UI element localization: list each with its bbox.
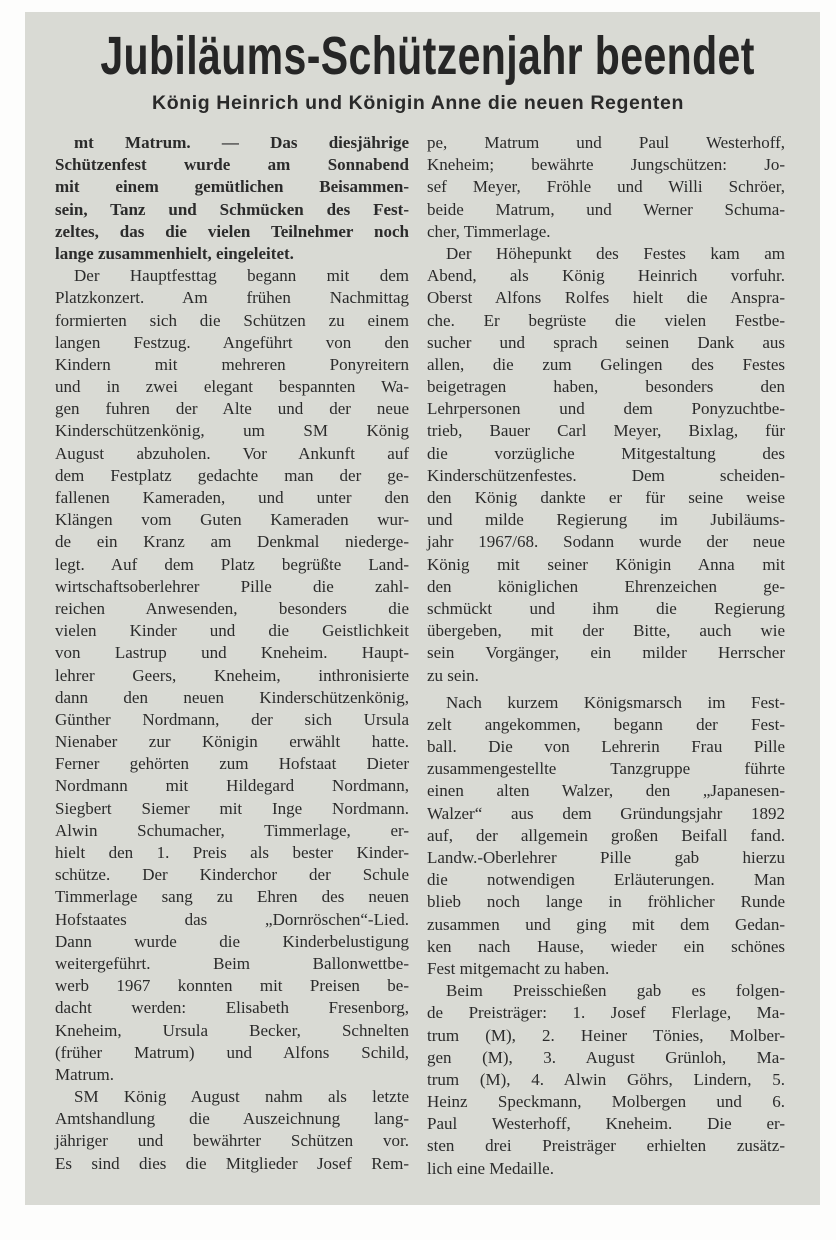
text-line: SM König August nahm als letzte [74, 1087, 409, 1107]
text-line: sein Vorgänger, ein milder Herrscher [427, 643, 785, 663]
text-line: Matrum. [55, 1064, 115, 1084]
text-line: einen alten Walzer, den „Japanesen- [427, 781, 785, 801]
text-line: Kneheim, Ursula Becker, Schnelten [55, 1020, 409, 1040]
text-line: beigetragen haben, besonders den [427, 377, 785, 397]
text-line: August abzuholen. Vor Ankunft auf [55, 443, 409, 463]
text-line: die vorzügliche Mitgestaltung des [427, 443, 785, 463]
text-line: Nienaber zur Königin erwählt hatte. [55, 732, 409, 752]
text-line: und in zwei elegant bespannten Wa- [55, 377, 409, 397]
text-line: gen (M), 3. August Grünloh, Ma- [427, 1047, 785, 1067]
text-line: Schützenfest wurde am Sonnabend [55, 155, 409, 175]
text-line: Abend, als König Heinrich vorfuhr. [427, 266, 785, 286]
text-line: blieb noch lange in fröhlicher Runde [427, 892, 785, 912]
text-line: Kindern mit mehreren Ponyreitern [55, 354, 409, 374]
text-line: Paul Westerhoff, Kneheim. Die er- [427, 1114, 785, 1134]
text-line: werb 1967 konnten mit Preisen be- [55, 976, 409, 996]
text-line: legt. Auf dem Platz begrüßte Land- [55, 554, 409, 574]
text-line: de Preisträger: 1. Josef Flerlage, Ma- [427, 1003, 785, 1023]
text-line: schmückt und ihm die Regierung [427, 598, 785, 618]
text-line: (früher Matrum) und Alfons Schild, [55, 1042, 409, 1062]
text-line: trieb, Bauer Carl Meyer, Bixlag, für [427, 421, 785, 441]
text-line: wirtschaftsoberlehrer Pille die zahl- [55, 576, 409, 596]
text-line: zeltes, das die vielen Teilnehmer noch [55, 221, 409, 241]
text-line: Fest mitgemacht zu haben. [427, 958, 610, 978]
text-line: Günther Nordmann, der sich Ursula [55, 709, 409, 729]
text-line: zu sein. [427, 665, 479, 685]
text-line: Der Hauptfesttag begann mit dem [74, 266, 409, 286]
text-line: Kneheim; bewährte Jungschützen: Jo- [427, 155, 785, 175]
text-line: Ferner gehörten zum Hofstaat Dieter [55, 754, 409, 774]
text-line: Timmerlage sang zu Ehren des neuen [55, 887, 409, 907]
text-line: dann den neuen Kinderschützenkönig, [55, 687, 409, 707]
text-line: und milde Regierung im Jubiläums- [427, 510, 785, 530]
text-line: zusammengestellte Tanzgruppe führte [427, 759, 785, 779]
text-line: zusammen und ging mit dem Gedan- [427, 914, 785, 934]
text-line: Oberst Alfons Rolfes hielt die Anspra- [427, 288, 785, 308]
text-line: ball. Die von Lehrerin Frau Pille [427, 737, 785, 757]
text-line: reichen Anwesenden, besonders die [55, 598, 409, 618]
text-line: Kinderschützenfestes. Dem scheiden- [427, 465, 785, 485]
text-line: Nordmann mit Hildegard Nordmann, [55, 776, 409, 796]
text-line: gen fuhren der Alte und der neue [55, 399, 409, 419]
text-line: übergeben, mit der Bitte, auch wie [427, 621, 785, 641]
text-line: Lehrpersonen und dem Ponyzuchtbe- [427, 399, 785, 419]
text-line: mit einem gemütlichen Beisammen- [55, 177, 409, 197]
text-line: den königlichen Ehrenzeichen ge- [427, 576, 785, 596]
text-line: langen Festzug. Angeführt von den [55, 332, 409, 352]
paragraph [427, 132, 785, 243]
text-line: ken nach Hause, wieder ein schönes [427, 936, 785, 956]
text-line: die notwendigen Erläuterungen. Man [427, 870, 785, 890]
headline: Jubiläums-Schützenjahr beendet [100, 26, 755, 86]
text-line: weitergeführt. Beim Ballonwettbe- [55, 953, 409, 973]
text-line: che. Er begrüste die vielen Festbe- [427, 310, 785, 330]
text-line: Hofstaates das „Dornröschen“-Lied. [55, 909, 409, 929]
text-line: sein, Tanz und Schmücken des Fest- [55, 199, 409, 219]
text-line: von Lastrup und Kneheim. Haupt- [55, 643, 409, 663]
text-line: de ein Kranz am Denkmal niederge- [55, 532, 409, 552]
lead-paragraph [55, 132, 409, 265]
text-line: fallenen Kameraden, und unter den [55, 488, 409, 507]
text-line: Der Höhepunkt des Festes kam am [446, 243, 785, 263]
text-line: Es sind dies die Mitglieder Josef Rem- [55, 1153, 409, 1173]
article-column-2 [427, 132, 785, 1180]
paragraph [55, 1086, 409, 1175]
text-line: zelt angekommen, begann der Fest- [427, 714, 785, 734]
text-line: den König dankte er für seine weise [427, 488, 785, 507]
text-line: sten drei Preisträger erhielten zusätz- [427, 1136, 785, 1156]
text-line: pe, Matrum und Paul Westerhoff, [427, 133, 785, 152]
text-line: Alwin Schumacher, Timmerlage, er- [55, 820, 409, 840]
text-line: König mit seiner Königin Anna mit [427, 554, 785, 574]
text-line: Klängen vom Guten Kameraden wur- [55, 510, 409, 530]
text-line: beide Matrum, und Werner Schuma- [427, 199, 785, 219]
subtitle: König Heinrich und Königin Anne die neuen Regenten [152, 92, 684, 114]
paragraph [427, 980, 785, 1180]
paragraph [427, 692, 785, 980]
paragraph [55, 265, 409, 1086]
text-line: Walzer“ aus dem Gründungsjahr 1892 [427, 803, 785, 823]
text-line: Siegbert Siemer mit Inge Nordmann. [55, 798, 409, 818]
text-line: lich eine Medaille. [427, 1158, 554, 1178]
text-line: Landw.-Oberlehrer Pille gab hierzu [427, 848, 785, 867]
text-line: jahr 1967/68. Sodann wurde der neue [427, 532, 785, 552]
paragraph [427, 243, 785, 687]
text-line: trum (M), 4. Alwin Göhrs, Lindern, 5. [427, 1069, 785, 1089]
text-line: cher, Timmerlage. [427, 221, 551, 241]
text-line: Dann wurde die Kinderbelustigung [55, 931, 409, 951]
article-column-1 [55, 132, 409, 1175]
text-line: Nach kurzem Königsmarsch im Fest- [446, 692, 785, 712]
text-line: sucher und sprach seinen Dank aus [427, 332, 785, 352]
text-line: formierten sich die Schützen zu einem [55, 310, 409, 330]
text-line: dacht werden: Elisabeth Fresenborg, [55, 998, 409, 1018]
text-line: lehrer Geers, Kneheim, inthronisierte [55, 665, 409, 685]
text-line: Kinderschützenkönig, um SM König [55, 421, 409, 441]
text-line: jähriger und bewährter Schützen vor. [55, 1131, 409, 1151]
text-line: Beim Preisschießen gab es folgen- [446, 981, 785, 1001]
text-line: Platzkonzert. Am frühen Nachmittag [55, 288, 409, 308]
text-line: dem Festplatz gedachte man der ge- [55, 465, 409, 485]
text-line: Heinz Speckmann, Molbergen und 6. [427, 1092, 785, 1112]
text-line: trum (M), 2. Heiner Tönies, Molber- [427, 1025, 785, 1045]
text-line: sef Meyer, Fröhle und Willi Schröer, [427, 177, 785, 197]
text-line: lange zusammenhielt, eingeleitet. [55, 243, 294, 263]
text-line: hielt den 1. Preis als bester Kinder- [55, 843, 409, 862]
text-line: allen, die zum Gelingen des Festes [427, 354, 785, 374]
text-line: schütze. Der Kinderchor der Schule [55, 865, 409, 885]
text-line: vielen Kinder und die Geistlichkeit [55, 621, 409, 641]
text-line: Amtshandlung die Auszeichnung lang- [55, 1109, 409, 1129]
text-line: mt Matrum. — Das diesjährige [74, 133, 409, 152]
text-line: auf, der allgemein großen Beifall fand. [427, 825, 785, 845]
